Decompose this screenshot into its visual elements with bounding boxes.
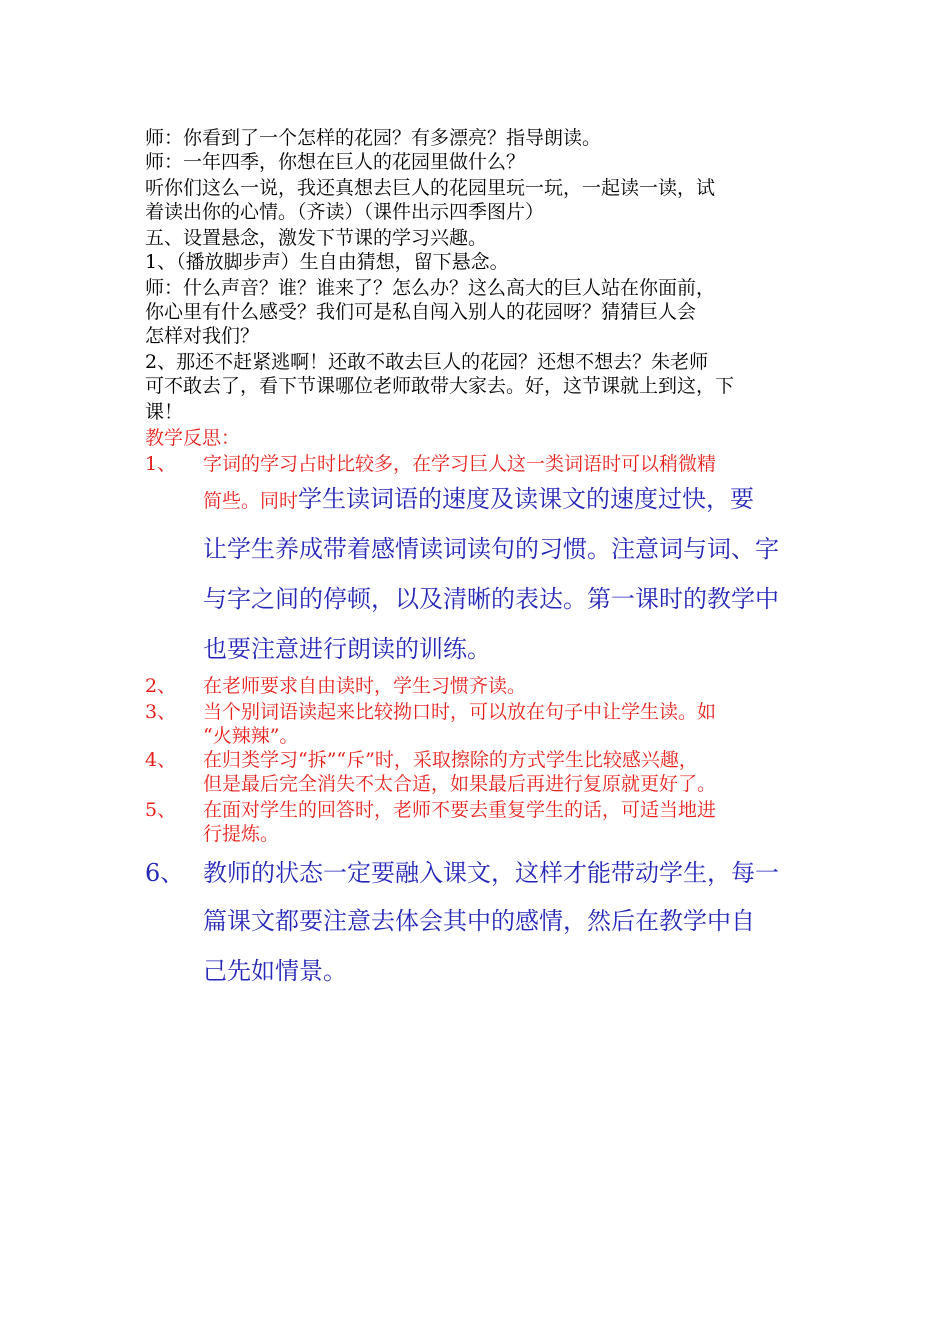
reflection-item-text-blue: 学生读词语的速度及读课文的速度过快，要 <box>298 485 755 513</box>
reflection-item-number: 3、 <box>145 701 177 723</box>
body-line: 2、那还不赶紧逃啊！还敢不敢去巨人的花园？还想不想去？朱老师 <box>145 351 709 373</box>
body-line: 怎样对我们？ <box>145 325 260 347</box>
reflection-item-text: 己先如情景。 <box>203 957 347 985</box>
reflection-item-number: 5、 <box>145 799 177 821</box>
body-line: 师：一年四季，你想在巨人的花园里做什么？ <box>145 151 526 173</box>
reflection-heading: 教学反思： <box>145 427 241 449</box>
body-line: 课！ <box>145 401 184 423</box>
section-heading: 五、设置悬念，激发下节课的学习兴趣。 <box>145 227 488 249</box>
body-line: 你心里有什么感受？我们可是私自闯入别人的花园呀？猜猜巨人会 <box>145 301 697 323</box>
reflection-item-text <box>203 484 754 516</box>
reflection-item-number: 1、 <box>145 453 177 475</box>
reflection-item-text: 在归类学习“拆”“斥”时，采取擦除的方式学生比较感兴趣， <box>203 749 698 771</box>
reflection-item-text: 在老师要求自由读时，学生习惯齐读。 <box>203 675 527 697</box>
reflection-item-text: 字词的学习占时比较多，在学习巨人这一类词语时可以稍微精 <box>203 453 717 475</box>
body-line: 师：你看到了一个怎样的花园？有多漂亮？指导朗读。 <box>145 127 602 149</box>
reflection-item-text: 当个别词语读起来比较拗口时，可以放在句子中让学生读。如 <box>203 701 717 723</box>
reflection-item-text: 与字之间的停顿，以及清晰的表达。第一课时的教学中 <box>203 585 779 613</box>
body-line: 师：什么声音？谁？谁来了？怎么办？这么高大的巨人站在你面前， <box>145 277 716 299</box>
body-line: 听你们这么一说，我还真想去巨人的花园里玩一玩，一起读一读，试 <box>145 177 716 199</box>
reflection-item-text: 教师的状态一定要融入课文，这样才能带动学生，每一 <box>203 859 779 887</box>
reflection-item-text: 篇课文都要注意去体会其中的感情，然后在教学中自 <box>203 907 755 935</box>
reflection-item-text-red: 简些。同时 <box>203 490 299 512</box>
reflection-item-number: 6、 <box>145 859 185 887</box>
reflection-item-number: 2、 <box>145 675 177 697</box>
reflection-item-text: 但是最后完全消失不太合适，如果最后再进行复原就更好了。 <box>203 773 717 795</box>
body-line: 着读出你的心情。（齐读）（课件出示四季图片） <box>145 201 545 223</box>
reflection-item-text: 让学生养成带着感情读词读句的习惯。注意词与词、字 <box>203 535 779 563</box>
body-line: 1、（播放脚步声）生自由猜想，留下悬念。 <box>145 251 509 273</box>
reflection-item-text: “火辣辣”。 <box>203 725 299 747</box>
reflection-item-text: 在面对学生的回答时，老师不要去重复学生的话，可适当地进 <box>203 799 717 821</box>
reflection-item-text: 行提炼。 <box>203 823 280 845</box>
reflection-item-number: 4、 <box>145 749 177 771</box>
body-line: 可不敢去了，看下节课哪位老师敢带大家去。好，这节课就上到这，下 <box>145 375 735 397</box>
reflection-item-text: 也要注意进行朗读的训练。 <box>203 635 491 663</box>
